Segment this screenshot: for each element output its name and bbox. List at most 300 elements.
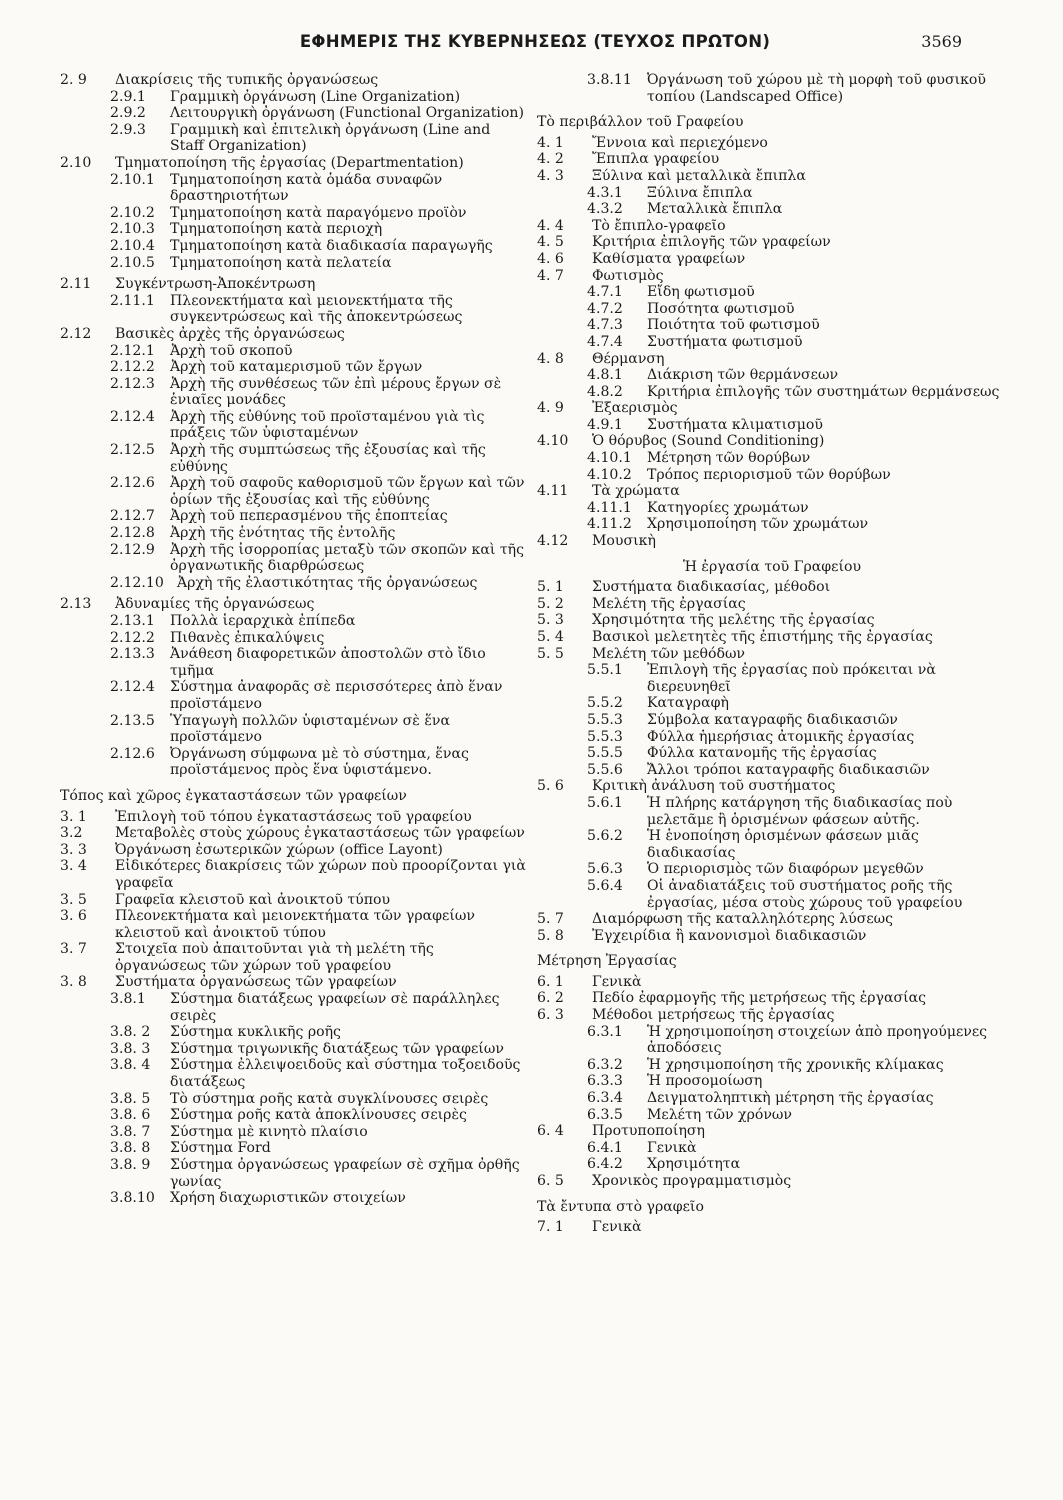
entry-text: Τὸ ἔπιπλο-γραφεῖο	[592, 217, 726, 234]
toc-subentry	[537, 1156, 1007, 1173]
entry-text: Ἀρχὴ τοῦ σκοποῦ	[170, 342, 293, 359]
entry-number: 5. 3	[537, 612, 564, 629]
toc-subentry	[537, 762, 1007, 779]
toc-subentry	[537, 467, 1007, 484]
gazette-title: ΕΦΗΜΕΡΙΣ ΤΗΣ ΚΥΒΕΡΝΗΣΕΩΣ (ΤΕΥΧΟΣ ΠΡΩΤΟΝ)	[299, 32, 771, 51]
toc-entry	[537, 778, 1007, 795]
toc-subentry	[537, 417, 1007, 434]
entry-number: 3.2	[60, 825, 83, 842]
toc-subentry	[537, 662, 1007, 695]
entry-number: 4. 7	[537, 267, 564, 284]
entry-text: Ἡ ἑνοποίηση ὁρισμένων φάσεων μιᾶς διαδικασίας	[647, 828, 919, 861]
entry-number: 4. 6	[537, 250, 564, 267]
toc-subentry	[60, 508, 528, 525]
toc-entry	[537, 1219, 1007, 1236]
entry-text: Οἱ ἀναδιατάξεις τοῦ συστήματος ροῆς τῆς ἐργασίας, μέσα στοὺς χώρους τοῦ γραφείου	[647, 877, 963, 911]
entry-number: 4.12	[537, 533, 569, 550]
entry-number: 5.5.6	[587, 761, 623, 778]
toc-entry	[537, 400, 1007, 417]
entry-text: Συστήματα ὀργανώσεως τῶν γραφείων	[115, 974, 397, 991]
toc-subentry	[537, 201, 1007, 218]
entry-text: Σύμβολα καταγραφῆς διαδικασιῶν	[647, 711, 898, 728]
toc-subentry	[537, 828, 1007, 861]
toc-subentry	[60, 221, 528, 238]
entry-number: 6. 3	[537, 1007, 564, 1024]
entry-number: 4.8.2	[587, 383, 623, 400]
entry-text: Κριτήρια ἐπιλογῆς τῶν συστημάτων θερμάνσεως	[647, 383, 1000, 400]
entry-number: 6.3.3	[587, 1073, 623, 1090]
page-header	[60, 30, 1010, 60]
toc-entry	[537, 433, 1007, 450]
entry-text: Γραμμικὴ ὀργάνωση (Line Organization)	[170, 88, 461, 105]
entry-text: Ἀρχὴ τῆς ἐλαστικότητας τῆς ὀργανώσεως	[177, 574, 478, 591]
toc-subentry	[60, 746, 528, 779]
entry-text: Ἀρχὴ τῆς ἰσορροπίας μεταξὺ τῶν σκοπῶν καὶ τῆς ὀργανωτικῆς διαρθρώσεως	[170, 541, 525, 575]
toc-subentry	[60, 442, 528, 475]
entry-number: 2.12.5	[110, 442, 155, 459]
entry-text: Χρησιμοποίηση τῶν χρωμάτων	[647, 516, 869, 533]
entry-text: Θέρμανση	[592, 350, 665, 367]
toc-entry	[537, 974, 1007, 991]
entry-text: Προτυποποίηση	[592, 1123, 705, 1140]
toc-subentry	[537, 185, 1007, 202]
entry-number: 2.11	[60, 276, 92, 293]
toc-entry	[537, 533, 1007, 550]
entry-text: Εἰδικότερες διακρίσεις τῶν χώρων ποὺ προορίζονται γιὰ γραφεῖα	[115, 858, 526, 891]
entry-text: Γενικὰ	[592, 973, 642, 990]
entry-text: Μεταλλικὰ ἔπιπλα	[647, 201, 783, 218]
entry-number: 3.8.1	[110, 991, 146, 1008]
entry-text: Σύστημα κυκλικῆς ροῆς	[170, 1024, 341, 1041]
entry-text: Κριτικὴ ἀνάλυση τοῦ συστήματος	[592, 778, 836, 795]
entry-text: Χρησιμότητα	[647, 1156, 741, 1173]
toc-subentry	[537, 1090, 1007, 1107]
toc-subentry	[537, 1024, 1007, 1057]
entry-number: 2.12.2	[110, 629, 155, 646]
toc-entry	[60, 155, 528, 172]
toc-subentry	[60, 293, 528, 326]
entry-number: 5.5.2	[587, 695, 623, 712]
entry-text: Ἐξαερισμὸς	[592, 400, 678, 417]
toc-subentry	[60, 1190, 528, 1207]
entry-text: Τρόπος περιορισμοῦ τῶν θορύβων	[647, 466, 891, 483]
toc-subentry	[60, 1024, 528, 1041]
entry-text: Μελέτη τῶν χρόνων	[647, 1106, 792, 1123]
entry-number: 4.7.4	[587, 333, 623, 350]
entry-number: 2.12.2	[110, 359, 155, 376]
toc-subentry	[537, 1073, 1007, 1090]
entry-number: 4.9.1	[587, 416, 623, 433]
entry-text: Σύστημα μὲ κινητὸ πλαίσιο	[170, 1123, 368, 1140]
entry-text: Καθίσματα γραφείων	[592, 250, 746, 267]
toc-subentry	[60, 238, 528, 255]
entry-text: Φωτισμὸς	[592, 267, 664, 284]
toc-subentry	[60, 1057, 528, 1090]
entry-number: 3. 6	[60, 908, 87, 925]
entry-number: 4. 2	[537, 151, 564, 168]
toc-subentry	[60, 1140, 528, 1157]
entry-number: 6.3.1	[587, 1023, 623, 1040]
entry-text: Μουσικὴ	[592, 533, 656, 550]
toc-subentry	[537, 878, 1007, 911]
entry-text: Σύστημα ροῆς κατὰ ἀποκλίνουσες σειρὲς	[170, 1107, 467, 1124]
entry-number: 3. 7	[60, 941, 87, 958]
entry-text: Τὰ χρώματα	[592, 483, 680, 500]
entry-number: 4.11	[537, 483, 569, 500]
entry-number: 2.12.10	[110, 574, 164, 591]
entry-number: 6. 4	[537, 1123, 564, 1140]
toc-subentry	[537, 1057, 1007, 1074]
entry-number: 4.8.1	[587, 367, 623, 384]
entry-text: Ἡ χρησιμοποίηση τῆς χρονικῆς κλίμακας	[647, 1056, 944, 1073]
entry-number: 4. 3	[537, 167, 564, 184]
entry-text: Συστήματα κλιματισμοῦ	[647, 416, 823, 433]
entry-number: 2.12.6	[110, 745, 155, 762]
toc-entry	[60, 908, 528, 941]
entry-number: 5.6.4	[587, 877, 623, 894]
entry-text: Φύλλα κατανομῆς τῆς ἐργασίας	[647, 745, 877, 762]
toc-subentry	[537, 334, 1007, 351]
entry-text: Ἔπιπλα γραφείου	[592, 151, 720, 168]
toc-entry	[60, 825, 528, 842]
entry-number: 2.12.6	[110, 475, 155, 492]
entry-text: Ἐπιλογὴ τῆς ἐργασίας ποὺ πρόκειται νὰ διερευνηθεῖ	[647, 662, 936, 695]
entry-number: 4. 1	[537, 134, 564, 151]
entry-number: 2.12.1	[110, 342, 155, 359]
toc-subentry	[60, 359, 528, 376]
toc-subentry	[60, 255, 528, 272]
entry-text: Διάκριση τῶν θερμάνσεων	[647, 367, 839, 384]
section-heading: Τόπος καὶ χῶρος ἐγκαταστάσεων τῶν γραφείων	[60, 787, 407, 804]
toc-entry	[60, 858, 528, 891]
entry-number: 4. 4	[537, 217, 564, 234]
toc-entry	[537, 911, 1007, 928]
entry-number: 2.9.3	[110, 121, 146, 138]
entry-text: Ἡ πλήρης κατάργηση τῆς διαδικασίας ποὺ μελετᾶμε ἢ ὁρισμένων φάσεων αὐτῆς.	[647, 794, 953, 828]
toc-subentry	[537, 745, 1007, 762]
entry-number: 5. 5	[537, 645, 564, 662]
entry-text: Ἀρχὴ τοῦ πεπερασμένου τῆς ἐποπτείας	[170, 508, 448, 525]
toc-entry	[537, 168, 1007, 185]
entry-text: Τμηματοποίηση κατὰ πελατεία	[170, 254, 392, 271]
entry-text: Εἴδη φωτισμοῦ	[647, 284, 755, 301]
toc-entry	[60, 892, 528, 909]
toc-entry	[537, 351, 1007, 368]
toc-entry	[60, 842, 528, 859]
entry-number: 4.11.1	[587, 499, 632, 516]
entry-text: Ποσότητα φωτισμοῦ	[647, 300, 795, 317]
entry-number: 6.3.2	[587, 1056, 623, 1073]
toc-entry	[537, 234, 1007, 251]
toc-entry	[60, 809, 528, 826]
toc-entry	[537, 596, 1007, 613]
entry-number: 5.5.3	[587, 711, 623, 728]
toc-entry	[60, 941, 528, 974]
toc-subentry	[60, 575, 528, 592]
toc-subentry	[60, 713, 528, 746]
toc-subentry	[60, 122, 528, 155]
entry-number: 2.10.5	[110, 254, 155, 271]
entry-number: 4.7.1	[587, 284, 623, 301]
entry-number: 5. 1	[537, 579, 564, 596]
entry-text: Ἀρχὴ τῆς ἑνότητας τῆς ἐντολῆς	[170, 525, 396, 542]
entry-number: 3. 1	[60, 808, 87, 825]
toc-subentry	[537, 301, 1007, 318]
section-heading: Τὰ ἔντυπα στὸ γραφεῖο	[537, 1198, 704, 1215]
entry-text: Ἀρχὴ τῆς συνθέσεως τῶν ἐπὶ μέρους ἔργων σὲ ἑνιαῖες μονάδες	[170, 375, 502, 409]
entry-number: 5. 4	[537, 629, 564, 645]
entry-number: 2.12.4	[110, 679, 155, 696]
entry-number: 5. 2	[537, 595, 564, 612]
entry-number: 2.10	[60, 154, 92, 171]
toc-entry	[537, 990, 1007, 1007]
entry-number: 7. 1	[537, 1219, 564, 1236]
entry-text: Σύστημα ἐλλειψοειδοῦς καὶ σύστημα τοξοειδοῦς διατάξεως	[170, 1057, 521, 1091]
entry-number: 4.3.2	[587, 201, 623, 218]
section-heading: Τὸ περιβάλλον τοῦ Γραφείου	[537, 114, 744, 131]
entry-number: 2.13.3	[110, 646, 155, 663]
entry-text: Ἡ προσομοίωση	[647, 1073, 763, 1090]
toc-subentry	[60, 525, 528, 542]
entry-number: 5.5.5	[587, 745, 623, 762]
entry-number: 4.11.2	[587, 516, 632, 533]
toc-entry	[537, 646, 1007, 663]
section-heading: Μέτρηση Ἐργασίας	[537, 953, 677, 970]
entry-number: 2.13	[60, 596, 92, 613]
entry-text: Μέτρηση τῶν θορύβων	[647, 450, 811, 467]
toc-subentry	[60, 613, 528, 630]
entry-number: 5.6.1	[587, 794, 623, 811]
entry-text: Ξύλινα καὶ μεταλλικὰ ἔπιπλα	[592, 167, 806, 184]
toc-subentry	[60, 105, 528, 122]
entry-text: Ὀργάνωση ἐσωτερικῶν χώρων (office Layont)	[115, 841, 443, 858]
entry-text: Βασικὲς ἀρχὲς τῆς ὀργανώσεως	[115, 325, 345, 342]
toc-subentry	[537, 861, 1007, 878]
toc-subentry	[537, 317, 1007, 334]
toc-subentry	[60, 1124, 528, 1141]
entry-number: 2.9.1	[110, 88, 146, 105]
entry-number: 5. 7	[537, 911, 564, 928]
entry-number: 2.12.4	[110, 408, 155, 425]
entry-text: Πολλὰ ἱεραρχικὰ ἐπίπεδα	[170, 613, 356, 629]
entry-number: 2.12.7	[110, 508, 155, 525]
entry-text: Διακρίσεις τῆς τυπικῆς ὀργανώσεως	[115, 72, 379, 88]
section-heading: Ἡ ἐργασία τοῦ Γραφείου	[682, 558, 862, 575]
entry-text: Σύστημα Ford	[170, 1140, 271, 1157]
entry-text: Ποιότητα τοῦ φωτισμοῦ	[647, 317, 820, 334]
toc-subentry	[60, 1091, 528, 1108]
toc-subentry	[60, 89, 528, 106]
entry-text: Ἀδυναμίες τῆς ὀργανώσεως	[115, 596, 315, 613]
entry-number: 5.5.3	[587, 728, 623, 745]
entry-text: Φύλλα ἡμερήσιας ἀτομικῆς ἐργασίας	[647, 728, 915, 745]
entry-number: 3.8.11	[587, 72, 632, 88]
entry-number: 4.3.1	[587, 184, 623, 201]
entry-number: 4.10	[537, 433, 569, 450]
toc-subentry	[537, 516, 1007, 533]
entry-number: 3.8. 4	[110, 1057, 151, 1074]
entry-number: 5. 8	[537, 927, 564, 944]
entry-number: 3.8. 3	[110, 1040, 151, 1057]
entry-text: Συστήματα φωτισμοῦ	[647, 333, 803, 350]
entry-number: 4.10.2	[587, 466, 632, 483]
entry-number: 2.13.5	[110, 712, 155, 729]
toc-entry	[537, 268, 1007, 285]
toc-entry	[60, 276, 528, 293]
entry-number: 5.6.2	[587, 828, 623, 845]
entry-number: 4. 8	[537, 350, 564, 367]
entry-text: Μεταβολὲς στοὺς χώρους ἐγκαταστάσεως τῶν γραφείων	[115, 825, 525, 842]
entry-text: Ἀρχὴ τῆς συμπτώσεως τῆς ἐξουσίας καὶ τῆς εὐθύνης	[170, 442, 486, 475]
entry-text: Γενικὰ	[592, 1219, 642, 1236]
entry-number: 2.10.3	[110, 221, 155, 238]
entry-text: Σύστημα διατάξεως γραφείων σὲ παράλληλες σειρὲς	[170, 991, 500, 1024]
entry-text: Πεδίο ἐφαρμογῆς τῆς μετρήσεως τῆς ἐργασίας	[592, 990, 927, 1007]
toc-subentry	[537, 795, 1007, 828]
toc-subentry	[537, 367, 1007, 384]
toc-subentry	[60, 376, 528, 409]
toc-subentry	[537, 384, 1007, 401]
entry-number: 2. 9	[60, 72, 87, 88]
entry-text: Μελέτη τῶν μεθόδων	[592, 645, 746, 662]
entry-text: Χρονικὸς προγραμματισμὸς	[592, 1173, 792, 1189]
entry-text: Τμηματοποίηση κατὰ περιοχὴ	[170, 221, 383, 238]
entry-number: 2.12	[60, 325, 92, 342]
entry-text: Συγκέντρωση-Ἀποκέντρωση	[115, 276, 316, 293]
toc-entry	[60, 72, 528, 89]
toc-entry	[537, 251, 1007, 268]
toc-entry	[537, 1007, 1007, 1024]
toc-subentry	[60, 1107, 528, 1124]
entry-text: Τὸ σύστημα ροῆς κατὰ συγκλίνουσες σειρὲς	[170, 1090, 489, 1107]
entry-text: Ὑπαγωγὴ πολλῶν ὑφισταμένων σὲ ἕνα προϊστάμενο	[170, 712, 450, 746]
entry-text: Γραμμικὴ καὶ ἐπιτελικὴ ὀργάνωση (Line and Staff Organization)	[170, 121, 491, 155]
entry-number: 2.13.1	[110, 613, 155, 629]
toc-entry	[537, 151, 1007, 168]
entry-text: Σύστημα ἀναφορᾶς σὲ περισσότερες ἀπὸ ἕναν προϊστάμενο	[170, 679, 503, 712]
toc-entry	[537, 135, 1007, 152]
entry-number: 6. 5	[537, 1173, 564, 1189]
toc-subentry	[537, 284, 1007, 301]
toc-subentry	[60, 646, 528, 679]
right-column	[537, 72, 1007, 1236]
entry-text: Ὁ θόρυβος (Sound Conditioning)	[592, 433, 825, 450]
entry-number: 4. 9	[537, 400, 564, 417]
entry-text: Ἀρχὴ τοῦ καταμερισμοῦ τῶν ἔργων	[170, 359, 423, 376]
entry-text: Τμηματοποίηση κατὰ ὁμάδα συναφῶν δραστηριοτήτων	[170, 171, 443, 205]
toc-subentry	[60, 630, 528, 647]
entry-text: Καταγραφὴ	[647, 695, 729, 712]
toc-subentry	[60, 991, 528, 1024]
entry-text: Ξύλινα ἔπιπλα	[647, 184, 753, 201]
entry-text: Γραφεῖα κλειστοῦ καὶ ἀνοικτοῦ τύπου	[115, 891, 391, 908]
entry-number: 3.8. 9	[110, 1157, 151, 1173]
entry-number: 3.8. 5	[110, 1090, 151, 1107]
entry-text: Σύστημα τριγωνικῆς διατάξεως τῶν γραφείων	[170, 1040, 504, 1057]
toc-entry	[537, 629, 1007, 646]
entry-text: Πιθανὲς ἐπικαλύψεις	[170, 629, 325, 646]
entry-number: 6.3.4	[587, 1090, 623, 1107]
entry-text: Σύστημα ὀργανώσεως γραφείων σὲ σχῆμα ὀρθῆς γωνίας	[170, 1157, 520, 1190]
entry-text: Δειγματοληπτικὴ μέτρηση τῆς ἐργασίας	[647, 1090, 934, 1107]
toc-subentry	[60, 542, 528, 575]
entry-number: 6. 1	[537, 973, 564, 990]
entry-number: 2.12.8	[110, 525, 155, 542]
toc-subentry	[60, 343, 528, 360]
toc-subentry	[537, 1140, 1007, 1157]
entry-number: 6.4.1	[587, 1139, 623, 1156]
entry-text: Χρήση διαχωριστικῶν στοιχείων	[170, 1190, 406, 1207]
entry-text: Ὀργάνωση σύμφωνα μὲ τὸ σύστημα, ἕνας προϊστάμενος πρὸς ἕνα ὑφιστάμενο.	[170, 745, 469, 779]
entry-text: Ἔννοια καὶ περιεχόμενο	[592, 134, 768, 151]
left-column	[60, 72, 528, 1207]
entry-text: Ἐγχειρίδια ἢ κανονισμοὶ διαδικασιῶν	[592, 927, 867, 944]
toc-subentry	[60, 475, 528, 508]
toc-subentry	[537, 72, 1007, 105]
entry-number: 3.8. 2	[110, 1024, 151, 1041]
entry-number: 2.10.2	[110, 204, 155, 221]
toc-entry	[537, 612, 1007, 629]
toc-entry	[60, 596, 528, 613]
entry-number: 2.10.1	[110, 171, 155, 188]
entry-text: Βασικοὶ μελετητὲς τῆς ἐπιστήμης τῆς ἐργασίας	[592, 629, 933, 645]
entry-text: Ἀρχὴ τοῦ σαφοῦς καθορισμοῦ τῶν ἔργων καὶ τῶν ὁρίων τῆς ἐξουσίας καὶ τῆς εὐθύνης	[170, 475, 525, 508]
entry-text: Κατηγορίες χρωμάτων	[647, 499, 809, 516]
entry-number: 3.8.10	[110, 1190, 155, 1207]
entry-number: 6.4.2	[587, 1156, 623, 1173]
entry-text: Τμηματοποίηση κατὰ παραγόμενο προϊὸν	[170, 204, 467, 221]
toc-subentry	[537, 450, 1007, 467]
entry-text: Ὀργάνωση τοῦ χώρου μὲ τὴ μορφὴ τοῦ φυσικοῦ τοπίου (Landscaped Office)	[647, 72, 986, 105]
entry-text: Μέθοδοι μετρήσεως τῆς ἐργασίας	[592, 1007, 835, 1024]
entry-text: Ἀνάθεση διαφορετικῶν ἀποστολῶν στὸ ἴδιο τμῆμα	[170, 646, 486, 679]
entry-number: 5. 6	[537, 778, 564, 795]
toc-subentry	[60, 205, 528, 222]
entry-number: 2.10.4	[110, 237, 155, 254]
toc-entry	[537, 579, 1007, 596]
entry-number: 2.9.2	[110, 105, 146, 122]
entry-text: Ἡ χρησιμοποίηση στοιχείων ἀπὸ προηγούμενες ἀποδόσεις	[647, 1023, 988, 1057]
toc-subentry	[537, 712, 1007, 729]
entry-text: Γενικὰ	[647, 1139, 697, 1156]
entry-text: Πλεονεκτήματα καὶ μειονεκτήματα τῶν γραφείων κλειστοῦ καὶ ἀνοικτοῦ τύπου	[115, 908, 475, 941]
toc-subentry	[537, 729, 1007, 746]
entry-text: Ἄλλοι τρόποι καταγραφῆς διαδικασιῶν	[647, 761, 930, 778]
entry-number: 5.5.1	[587, 662, 623, 679]
toc-subentry	[60, 172, 528, 205]
toc-entry	[60, 326, 528, 343]
entry-text: Χρησιμότητα τῆς μελέτης τῆς ἐργασίας	[592, 612, 875, 629]
toc-subentry	[537, 500, 1007, 517]
entry-text: Ἐπιλογὴ τοῦ τόπου ἐγκαταστάσεως τοῦ γραφείου	[115, 808, 472, 825]
entry-number: 3.8. 8	[110, 1140, 151, 1157]
entry-number: 6. 2	[537, 990, 564, 1007]
entry-text: Μελέτη τῆς ἐργασίας	[592, 595, 746, 612]
entry-number: 4.10.1	[587, 450, 632, 467]
entry-number: 2.12.9	[110, 541, 155, 558]
toc-entry	[537, 1123, 1007, 1140]
toc-subentry	[537, 1107, 1007, 1124]
entry-text: Ἀρχὴ τῆς εὐθύνης τοῦ προϊσταμένου γιὰ τὶς πράξεις τῶν ὑφισταμένων	[170, 408, 485, 442]
entry-text: Διαμόρφωση τῆς καταλληλότερης λύσεως	[592, 911, 894, 928]
entry-number: 4. 5	[537, 234, 564, 251]
entry-number: 3.8. 6	[110, 1107, 151, 1124]
entry-text: Λειτουργικὴ ὀργάνωση (Functional Organization)	[170, 105, 524, 122]
toc-subentry	[60, 409, 528, 442]
entry-number: 6.3.5	[587, 1106, 623, 1123]
toc-entry	[537, 483, 1007, 500]
entry-number: 2.11.1	[110, 292, 155, 309]
